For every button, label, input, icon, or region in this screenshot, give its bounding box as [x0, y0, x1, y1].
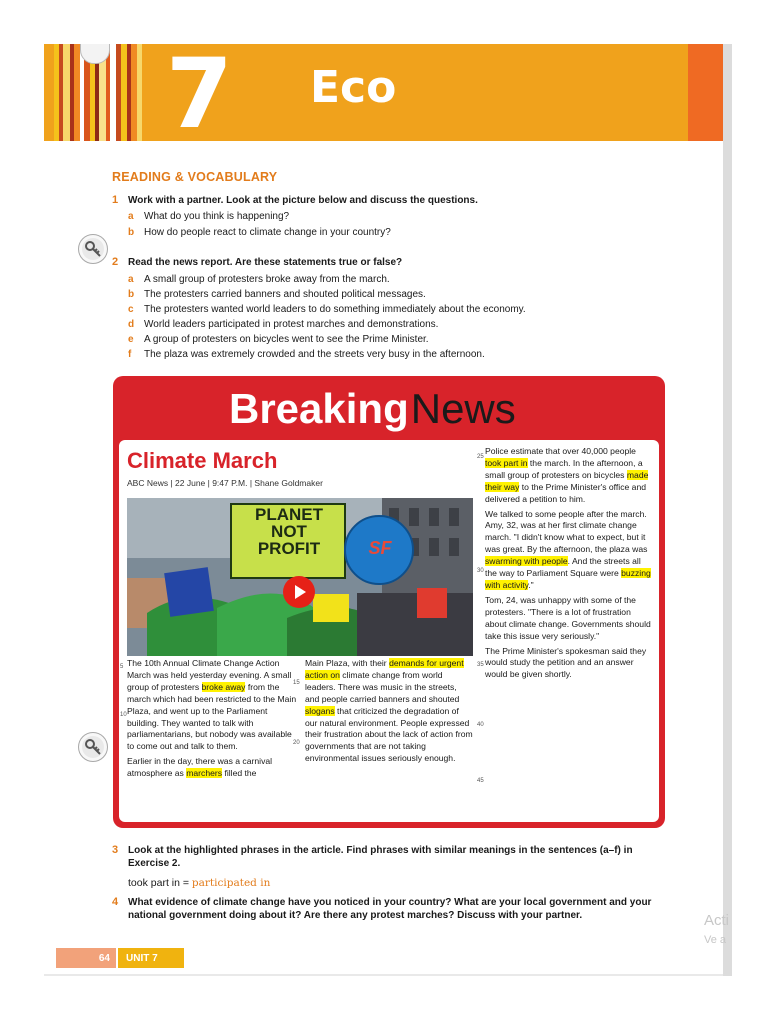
article-byline: ABC News | 22 June | 9:47 P.M. | Shane Goldmaker [127, 478, 323, 488]
play-button[interactable] [283, 576, 315, 608]
play-icon [283, 576, 315, 608]
line-number: 35 [477, 662, 484, 668]
exercise-2-prompt: Read the news report. Are these statements true or false? [128, 257, 403, 268]
line-number: 10 [120, 712, 127, 718]
exercise-3-number: 3 [112, 844, 119, 856]
line-number: 45 [477, 778, 484, 784]
article-column-2: Main Plaza, with their demands for urgent action on climate change from world leaders. There was music in the streets, and people carried banners and shouted slogans that criticized the degradation of our natural environment. People expressed their frustration about the lack of action from governments that are not taking environmental issues seriously enough. [305, 658, 473, 764]
footer-unit-label: UNIT 7 [118, 948, 184, 968]
article-column-3: Police estimate that over 40,000 people took part in the march. In the afternoon, a small group of protesters on bicycles made their way to the Prime Minister's office and delivered a petition to him. We talked to some people after the march. Amy, 32, was at her first climate change march. "I didn't know what to expect, but it was great. By the afternoon, the plaza was swarming with people. And the streets all the way to Parliament Square were buzzing with activity." Tom, 24, was unhappy with some of the protesters. "There is a lot of frustration about climate change. Governments should take this issue very seriously." The Prime Minister's spokesman said they would study the petition and an answer would be given shortly. [485, 446, 651, 680]
breaking-news-banner: BreakingNews [229, 385, 516, 432]
line-number: 20 [293, 740, 300, 746]
exercise-2-item: c The protesters wanted world leaders to do something immediately about the economy. [128, 304, 526, 315]
line-number: 40 [477, 722, 484, 728]
unit-header [44, 44, 724, 150]
exercise-4-prompt: What evidence of climate change have you noticed in your country? What are your local government and your national government doing about it? Are there any protest marches? Discuss with your partner. [128, 897, 652, 921]
exercise-1-item: b How do people react to climate change in your country? [128, 227, 391, 238]
exercise-2-number: 2 [112, 256, 119, 268]
news-video-thumbnail[interactable] [127, 498, 473, 656]
article-column-1: The 10th Annual Climate Change Action March was held yesterday evening. A small group of protesters broke away from the march which had been restricted to the Main Plaza, and went up to the Parliament building. They wanted to talk with parliamentarians, but nobody was available to come out and talk to them. Earlier in the day, there was a carnival atmosphere as marchers filled the [127, 658, 297, 779]
exercise-2-item: b The protesters carried banners and shouted political messages. [128, 289, 426, 300]
line-number: 15 [293, 680, 300, 686]
unit-title: Eco [310, 62, 397, 113]
exercise-3-prompt: Look at the highlighted phrases in the article. Find phrases with similar meanings in the sentences (a–f) in Exercise 2. [128, 845, 633, 869]
line-number: 5 [120, 664, 124, 670]
news-article [119, 440, 659, 822]
page-number: 64 [56, 948, 116, 968]
exercise-2-item: e A group of protesters on bicycles went to see the Prime Minister. [128, 334, 429, 345]
exercise-2-item: a A small group of protesters broke away from the march. [128, 274, 390, 285]
line-number: 25 [477, 454, 484, 460]
line-number: 30 [477, 568, 484, 574]
article-headline: Climate March [127, 448, 278, 473]
exercise-2-item: f The plaza was extremely crowded and the streets very busy in the afternoon. [128, 349, 485, 360]
page-edge [723, 44, 732, 976]
answer-key-icon[interactable] [78, 234, 108, 264]
exercise-1-number: 1 [112, 194, 119, 206]
exercise-2-item: d World leaders participated in protest marches and demonstrations. [128, 319, 439, 330]
unit-number: 7 [166, 44, 233, 150]
exercise-4-number: 4 [112, 896, 119, 908]
textbook-page [44, 44, 727, 974]
balloon-logo: SF [368, 538, 392, 558]
activation-watermark-sub: Ve a [704, 934, 727, 946]
protest-sign: PLANET NOT PROFIT [255, 505, 323, 558]
exercise-1-item: a What do you think is happening? [128, 211, 290, 222]
exercise-1-prompt: Work with a partner. Look at the picture below and discuss the questions. [128, 195, 478, 206]
answer-key-icon[interactable] [78, 732, 108, 762]
activation-watermark: Acti [704, 912, 730, 929]
section-title: READING & VOCABULARY [112, 170, 278, 184]
exercise-3-example: took part in = participated in [128, 877, 271, 889]
header-tab [688, 44, 724, 141]
breaking-news-panel [113, 376, 665, 828]
